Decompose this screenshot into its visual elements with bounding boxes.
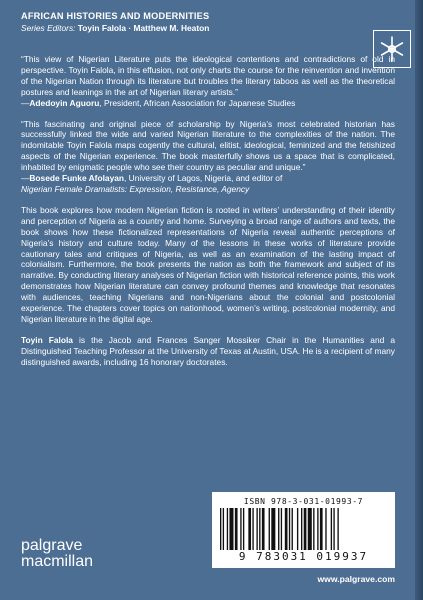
quote-2-affiliation: , University of Lagos, Nigeria, and editor of [124,173,283,184]
barcode-bar [235,508,238,550]
quote-2-dash: — [21,173,30,184]
barcode-bar [285,508,288,550]
bio-author-name: Toyin Falola [21,334,73,345]
barcode-bar [281,508,282,550]
barcode-bar [227,508,228,550]
quote-1-author: Adedoyin Aguoru [29,97,100,108]
barcode-icon [218,508,389,550]
barcode-bar [325,508,326,550]
publisher-logo [21,538,93,570]
bio-text: is the Jacob and Frances Sanger Mossiker Chair in the Humanities and a Distinguished Teaching Professor at the University of Texas at Austin, USA. He is a recipient of many distinguished awards, including 16 honorary doctorates. [21,334,395,367]
quote-1-dash: — [21,97,30,108]
barcode-bar [317,508,318,550]
spine-edge [415,0,423,600]
barcode-bar [262,508,265,550]
publisher-name-line2: macmillan [21,553,94,570]
barcode-bar [289,508,290,550]
editor-name-2: Matthew M. Heaton [133,23,210,33]
quote-2-attribution [21,173,395,184]
barcode-bar [271,508,275,550]
quote-1-text: “This view of Nigerian Literature puts the ideological contentions and contradictions of old in perspective. Toyin Falola, in this effusion, not only charts the course for the reinvention and invention of the Nigerian Nation through its literature but troubles the literary taboos as well as the theoretical postures and leanings in the art of Nigerian literary artists.” [21,54,395,97]
back-cover-text [21,54,395,368]
quote-2-author: Bosede Funke Afolayan [29,173,125,184]
barcode-bar [256,508,257,550]
editors-label: Series Editors: [21,23,76,33]
author-bio [21,335,395,368]
series-header [21,10,351,34]
quote-1-affiliation: , President, African Association for Japanese Studies [99,97,296,108]
barcode-bar [301,508,302,550]
barcode-bar [292,508,293,550]
barcode-bar [259,508,260,550]
quote-2-publication: Nigerian Female Dramatists: Expression, Resistance, Agency [21,183,250,194]
barcode-number: 9 783031 019937 [238,550,369,563]
barcode-bar [248,508,251,550]
barcode-bar [278,508,279,550]
barcode-bar [229,508,233,550]
publisher-name-line1: palgrave [21,537,83,554]
barcode-bar [313,508,314,550]
barcode-bar [304,508,307,550]
barcode-bar [337,508,338,550]
barcode-bar [240,508,241,550]
barcode-bar [220,508,221,550]
quote-2-text: “This fascinating and original piece of scholarship by Nigeria’s most celebrated historian has successfully linked the wide and varied Nigerian literature to the complexities of the nation. The indomitable Toyin Falola maps cogently the cultural, elitist, ideological, feminized and the fetishized aspects of the Nigerian experience. The book masterfully shows us a space that is complicated, inhabited by enigmatic people who see their country as peculiar and unique.” [21,118,395,173]
barcode-bar [252,508,253,550]
barcode-bar [243,508,244,550]
barcode-bar [297,508,298,550]
barcode-bar [308,508,312,550]
quote-1-attribution [21,98,395,109]
quote-2 [21,119,395,195]
barcode-bar [269,508,270,550]
barcode-box [212,492,395,568]
publisher-website[interactable]: www.palgrave.com [317,574,395,584]
barcode-bar [331,508,332,550]
editor-name-1: Toyin Falola [77,23,127,33]
series-title: AFRICAN HISTORIES AND MODERNITIES [21,11,210,21]
barcode-bar [320,508,323,550]
book-description: This book explores how modern Nigerian fiction is rooted in writers’ understanding of their identity and perception of Nigeria as a country and home. Surveying a broad range of authors and texts, the book shows how these fictionalized representations of Nigeria reveal authentic perceptions of Nigeria’s history and culture today. Many of the lessons in these works of literature provide cautionary tales and critiques of Nigeria, as well as an examination of the lasting impact of colonialism. Furthermore, the book presents the nation as both the framework and subject of its narrative. By conducting literary analyses of Nigerian fiction with historical reference points, this work demonstrates how Nigerian literature can convey profound themes and knowledge that resonates with audiences, teaching Nigerians and non-Nigerians about the colonial and postcolonial experience. The chapters cover topics on nationhood, women’s writing, postcolonial modernity, and Nigerian literature in the digital age. [21,204,395,324]
quote-1 [21,54,395,109]
barcode-bar [223,508,224,550]
isbn-label: ISBN 978-3-031-01993-7 [243,497,364,506]
editor-separator: · [128,23,132,33]
barcode-bar [333,508,334,550]
series-editors [21,22,351,34]
